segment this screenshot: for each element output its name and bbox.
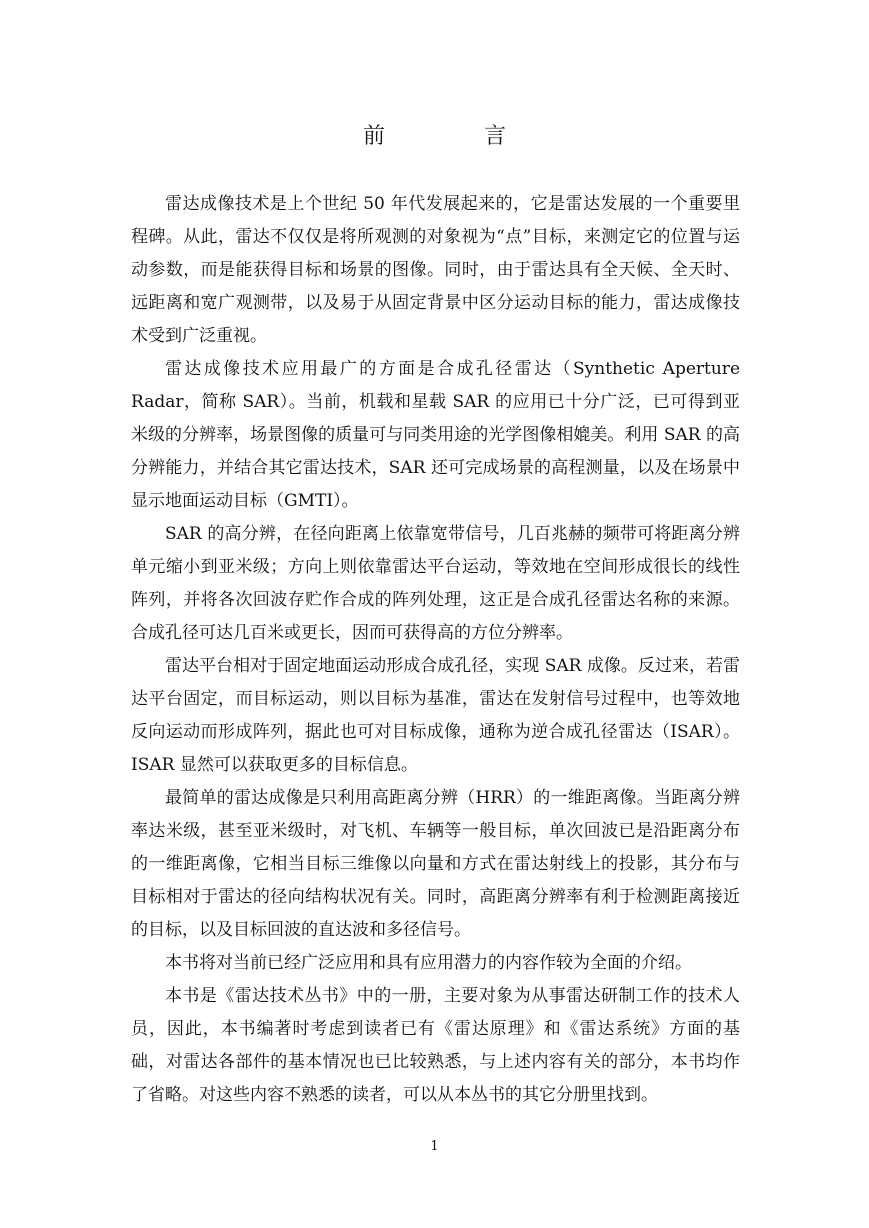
- paragraph-2: 雷达成像技术应用最广的方面是合成孔径雷达（Synthetic Aperture Radar，简称 SAR）。当前，机载和星载 SAR 的应用已十分广泛，已可得到亚米级的分辨率，场景图像的质量可与同类用途的光学图像相媲美。利用 SAR 的高分辨能力，并结合其它雷达技术，SAR 还可完成场景的高程测量，以及在场景中显示地面运动目标（GMTI）。: [131, 359, 740, 511]
- paragraph-6: 本书将对当前已经广泛应用和具有应用潜力的内容作较为全面的介绍。: [165, 953, 692, 973]
- page-number: 1: [430, 1139, 439, 1154]
- paragraph-1: 雷达成像技术是上个世纪 50 年代发展起来的，它是雷达发展的一个重要里程碑。从此，雷达不仅仅是将所观测的对象视为“点”目标，来测定它的位置与运动参数，而是能获得目标和场景的图像。同时，由于雷达具有全天候、全天时、远距离和宽广观测带，以及易于从固定背景中区分运动目标的能力，雷达成像技术受到广泛重视。: [131, 194, 740, 346]
- paragraph-4: 雷达平台相对于固定地面运动形成合成孔径，实现 SAR 成像。反过来，若雷达平台固定，而目标运动，则以目标为基准，雷达在发射信号过程中，也等效地反向运动而形成阵列，据此也可对目标成像，通称为逆合成孔径雷达（ISAR）。ISAR 显然可以获取更多的目标信息。: [131, 656, 740, 775]
- page-title: 前 言: [363, 124, 552, 149]
- paragraph-7: 本书是《雷达技术丛书》中的一册，主要对象为从事雷达研制工作的技术人员，因此，本书编著时考虑到读者已有《雷达原理》和《雷达系统》方面的基础，对雷达各部件的基本情况也已比较熟悉，与上述内容有关的部分，本书均作了省略。对这些内容不熟悉的读者，可以从本丛书的其它分册里找到。: [131, 986, 740, 1105]
- body-text: [131, 188, 740, 1112]
- paragraph-3: SAR 的高分辨，在径向距离上依靠宽带信号，几百兆赫的频带可将距离分辨单元缩小到亚米级；方向上则依靠雷达平台运动，等效地在空间形成很长的线性阵列，并将各次回波存贮作合成的阵列处理，这正是合成孔径雷达名称的来源。合成孔径可达几百米或更长，因而可获得高的方位分辨率。: [131, 524, 740, 643]
- paragraph-5: 最简单的雷达成像是只利用高距离分辨（HRR）的一维距离像。当距离分辨率达米级，甚至亚米级时，对飞机、车辆等一般目标，单次回波已是沿距离分布的一维距离像，它相当目标三维像以向量和方式在雷达射线上的投影，其分布与目标相对于雷达的径向结构状况有关。同时，高距离分辨率有利于检测距离接近的目标，以及目标回波的直达波和多径信号。: [131, 788, 740, 940]
